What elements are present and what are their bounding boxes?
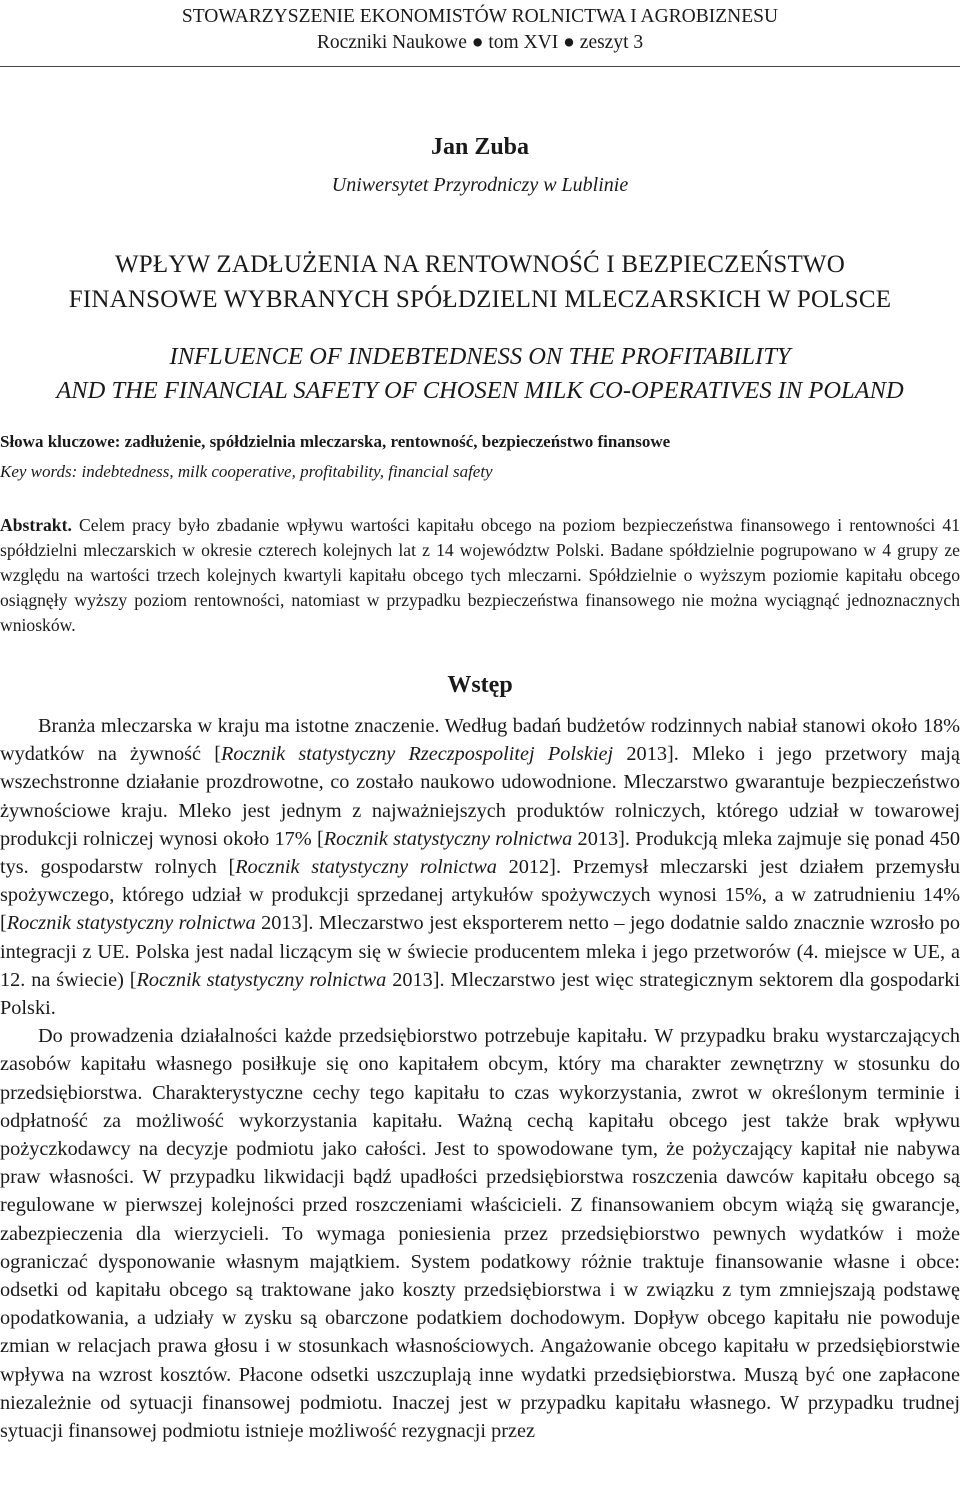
title-polish	[0, 247, 960, 317]
paragraph: Do prowadzenia działalności każde przedsiębiorstwo potrzebuje kapitału. W przypadku braku wystarczających zasobów kapitału własnego posiłkuje się ono kapitałem obcym, który ma charakter zewnętrzny w stosunku do przedsiębiorstwa. Charakterystyczne cechy tego kapitału to czas wykorzystania, zwrot w określonym terminie i odpłatność za możliwość wykorzystania kapitału. Ważną cechą kapitału obcego jest także brak wpływu pożyczkodawcy na decyzje podmiotu jako całości. Jest to spowodowane tym, że pożyczający kapitał nie nabywa praw własności. W przypadku likwidacji bądź upadłości przedsiębiorstwa roszczenia dawców kapitału obcego są regulowane w pierwszej kolejności przed roszczeniami właścicieli. Z finansowaniem obcym wiążą się gwarancje, zabezpieczenia dla wierzycieli. To wymaga poniesienia przez przedsiębiorstwo pewnych wydatków i może ograniczać dysponowanie własnym majątkiem. System podatkowy różnie traktuje finansowanie własne i obce: odsetki od kapitału obcego są traktowane jako koszty przedsiębiorstwa i w związku z tym zmniejszają podstawę opodatkowania, a udziały w zysku są obarczone podatkiem dochodowym. Dopływ obcego kapitału nie powoduje zmian w relacjach prawa głosu i w stosunkach własnościowych. Angażowanie obcego kapitału w przedsiębiorstwie wpływa na wzrost kosztów. Płacone odsetki uszczuplają inne wydatki przedsiębiorstwa. Muszą być one zapłacone niezależnie od sytuacji finansowej podmiotu. Inaczej jest w przypadku kapitału własnego. W przypadku trudnej sytuacji finansowej podmiotu istnieje możliwość rezygnacji przez	[0, 1025, 960, 1443]
body-text	[0, 712, 960, 1445]
abstract	[0, 513, 960, 638]
publisher-name: STOWARZYSZENIE EKONOMISTÓW ROLNICTWA I AGROBIZNESU	[181, 6, 779, 27]
paragraph-text: Branża mleczarska w kraju ma istotne znaczenie. Według badań budżetów rodzinnych nabiał stanowi około 18% wydatków na żywność [	[0, 715, 960, 766]
paragraph-text: 2013]. Mleczarstwo jest eksporterem netto – jego dodatnie saldo znacznie wzrosło po integracji z UE. Polska jest nadal liczącym się w świecie producentem mleka i jego przetworów (4. miejsce w UE, a 12. na świecie) [	[0, 912, 960, 991]
keywords-polish: Słowa kluczowe: zadłużenie, spółdzielnia mleczarska, rentowność, bezpieczeństwo finansowe	[0, 432, 671, 451]
paragraph	[0, 712, 960, 1022]
citation: Rocznik statystyczny rolnictwa	[136, 968, 387, 991]
abstract-label: Abstrakt.	[0, 515, 72, 535]
author-name: Jan Zuba	[430, 134, 530, 160]
journal-issue: Roczniki Naukowe ● tom XVI ● zeszyt 3	[316, 32, 644, 53]
header-divider	[0, 66, 960, 67]
citation: Rocznik statystyczny rolnictwa	[323, 827, 573, 850]
paragraph-text: 2013]. Mleczarstwo jest więc strategicznym sektorem dla gospodarki Polski.	[0, 968, 960, 1020]
author-affiliation: Uniwersytet Przyrodniczy w Lublinie	[331, 174, 629, 196]
title-english-line: INFLUENCE OF INDEBTEDNESS ON THE PROFITABILITY	[169, 343, 791, 370]
section-heading: Wstęp	[447, 672, 513, 698]
paragraph-text: 2012]. Przemysł mleczarski jest działem przemysłu spożywczego, którego udział w produkcji sprzedanej artykułów spożywczych wynosi 15%, a w zatrudnieniu 14% [	[0, 856, 960, 935]
journal-header	[0, 4, 960, 56]
abstract-text: Celem pracy było zbadanie wpływu wartości kapitału obcego na poziom bezpieczeństwa finansowego i rentowności 41 spółdzielni mleczarskich w okresie czterech kolejnych lat z 14 województw Polski. Badane spółdzielnie pogrupowano w 4 grupy ze względu na wartości trzech kolejnych kwartyli kapitału obcego tych mleczarni. Spółdzielnie o wyższym poziomie kapitału obcego osiągnęły wyższy poziom rentowności, natomiast w przypadku bezpieczeństwa finansowego nie można wyciągnąć jednoznacznych wniosków.	[0, 515, 960, 635]
paragraph-text: 2013]. Produkcją mleka zajmuje się ponad 450 tys. gospodarstw rolnych [	[0, 827, 960, 879]
title-english	[0, 340, 960, 408]
title-polish-line: WPŁYW ZADŁUŻENIA NA RENTOWNOŚĆ I BEZPIECZEŃSTWO	[115, 251, 845, 278]
title-polish-line: FINANSOWE WYBRANYCH SPÓŁDZIELNI MLECZARSKICH W POLSCE	[68, 286, 892, 313]
citation: Rocznik statystyczny Rzeczpospolitej Polskiej	[220, 743, 614, 766]
citation: Rocznik statystyczny rolnictwa	[6, 912, 256, 935]
paragraph-text: 2013]. Mleko i jego przetwory mają wszechstronne działanie prozdrowotne, co zostało naukowo udowodnione. Mleczarstwo gwarantuje bezpieczeństwo żywnościowe kraju. Mleko jest jednym z najważniejszych produktów rolniczych, którego udział w towarowej produkcji rolniczej wynosi około 17% [	[0, 743, 960, 850]
keywords-english: Key words: indebtedness, milk cooperative, profitability, financial safety	[0, 462, 493, 481]
title-english-line: AND THE FINANCIAL SAFETY OF CHOSEN MILK CO-OPERATIVES IN POLAND	[56, 377, 904, 404]
citation: Rocznik statystyczny rolnictwa	[235, 856, 497, 879]
